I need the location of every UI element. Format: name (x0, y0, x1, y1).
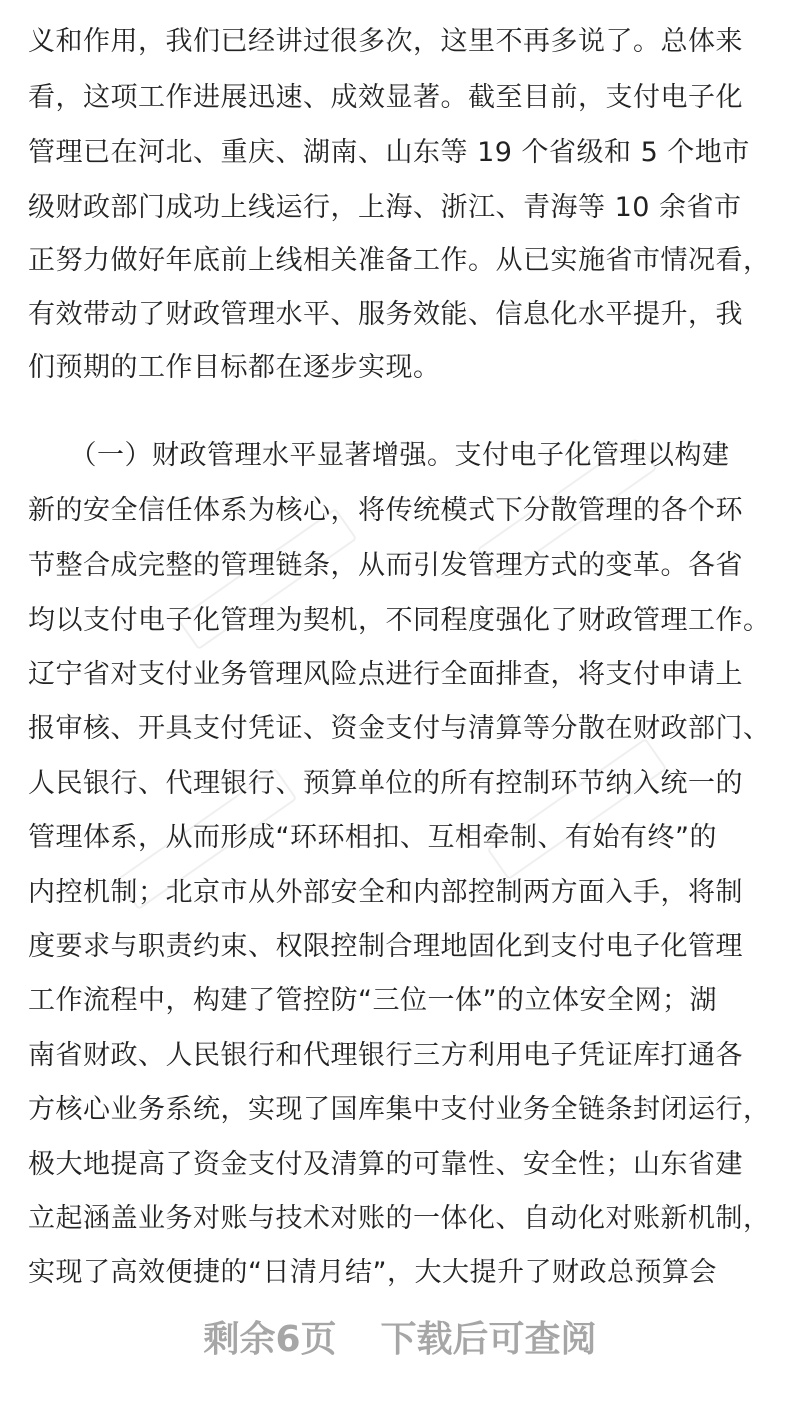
text-line: 报审核、开具支付凭证、资金支付与清算等分散在财政部门、 (28, 713, 771, 744)
text-line: 极大地提高了资金支付及清算的可靠性、安全性；山东省建 (28, 1149, 743, 1180)
text-line: 看，这项工作进展迅速、成效显著。截至目前，支付电子化 (28, 82, 743, 113)
text-line: 内控机制；北京市从外部安全和内部控制两方面入手，将制 (28, 877, 743, 908)
text-line: 有效带动了财政管理水平、服务效能、信息化水平提升，我 (28, 299, 743, 330)
text-line: 们预期的工作目标都在逐步实现。 (28, 352, 441, 383)
text-line: 南省财政、人民银行和代理银行三方利用电子凭证库打通各 (28, 1040, 743, 1071)
text-line: 正努力做好年底前上线相关准备工作。从已实施省市情况看， (28, 245, 771, 276)
text-line: 均以支付电子化管理为契机，不同程度强化了财政管理工作。 (28, 605, 771, 636)
preview-footer[interactable] (0, 1310, 800, 1370)
watermark (487, 738, 668, 880)
text-line: 管理已在河北、重庆、湖南、山东等 19 个省级和 5 个地市 (28, 137, 750, 168)
text-line: 立起涵盖业务对账与技术对账的一体化、自动化对账新机制， (28, 1203, 771, 1234)
text-line: 度要求与职责约束、权限控制合理地固化到支付电子化管理 (28, 931, 743, 962)
text-line: 方核心业务系统，实现了国库集中支付业务全链条封闭运行， (28, 1094, 771, 1125)
text-line: 义和作用，我们已经讲过很多次，这里不再多说了。总体来 (28, 26, 743, 57)
text-line: 新的安全信任体系为核心，将传统模式下分散管理的各个环 (28, 495, 743, 526)
text-line: 实现了高效便捷的“日清月结”，大大提升了财政总预算会 (28, 1257, 717, 1288)
text-line: 工作流程中，构建了管控防“三位一体”的立体安全网；湖 (28, 985, 717, 1016)
text-line: 级财政部门成功上线运行，上海、浙江、青海等 10 余省市 (28, 192, 742, 223)
text-line: （一）财政管理水平显著增强。支付电子化管理以构建 (28, 440, 730, 471)
text-line: 人民银行、代理银行、预算单位的所有控制环节纳入统一的 (28, 768, 743, 799)
text-line: 节整合成完整的管理链条，从而引发管理方式的变革。各省 (28, 550, 743, 581)
text-line: 管理体系，从而形成“环环相扣、互相牵制、有始有终”的 (28, 822, 717, 853)
remaining-pages-label: 剩余6页 (203, 1319, 337, 1360)
text-line: 辽宁省对支付业务管理风险点进行全面排查，将支付申请上 (28, 659, 743, 690)
download-hint-label: 下载后可查阅 (380, 1319, 597, 1360)
